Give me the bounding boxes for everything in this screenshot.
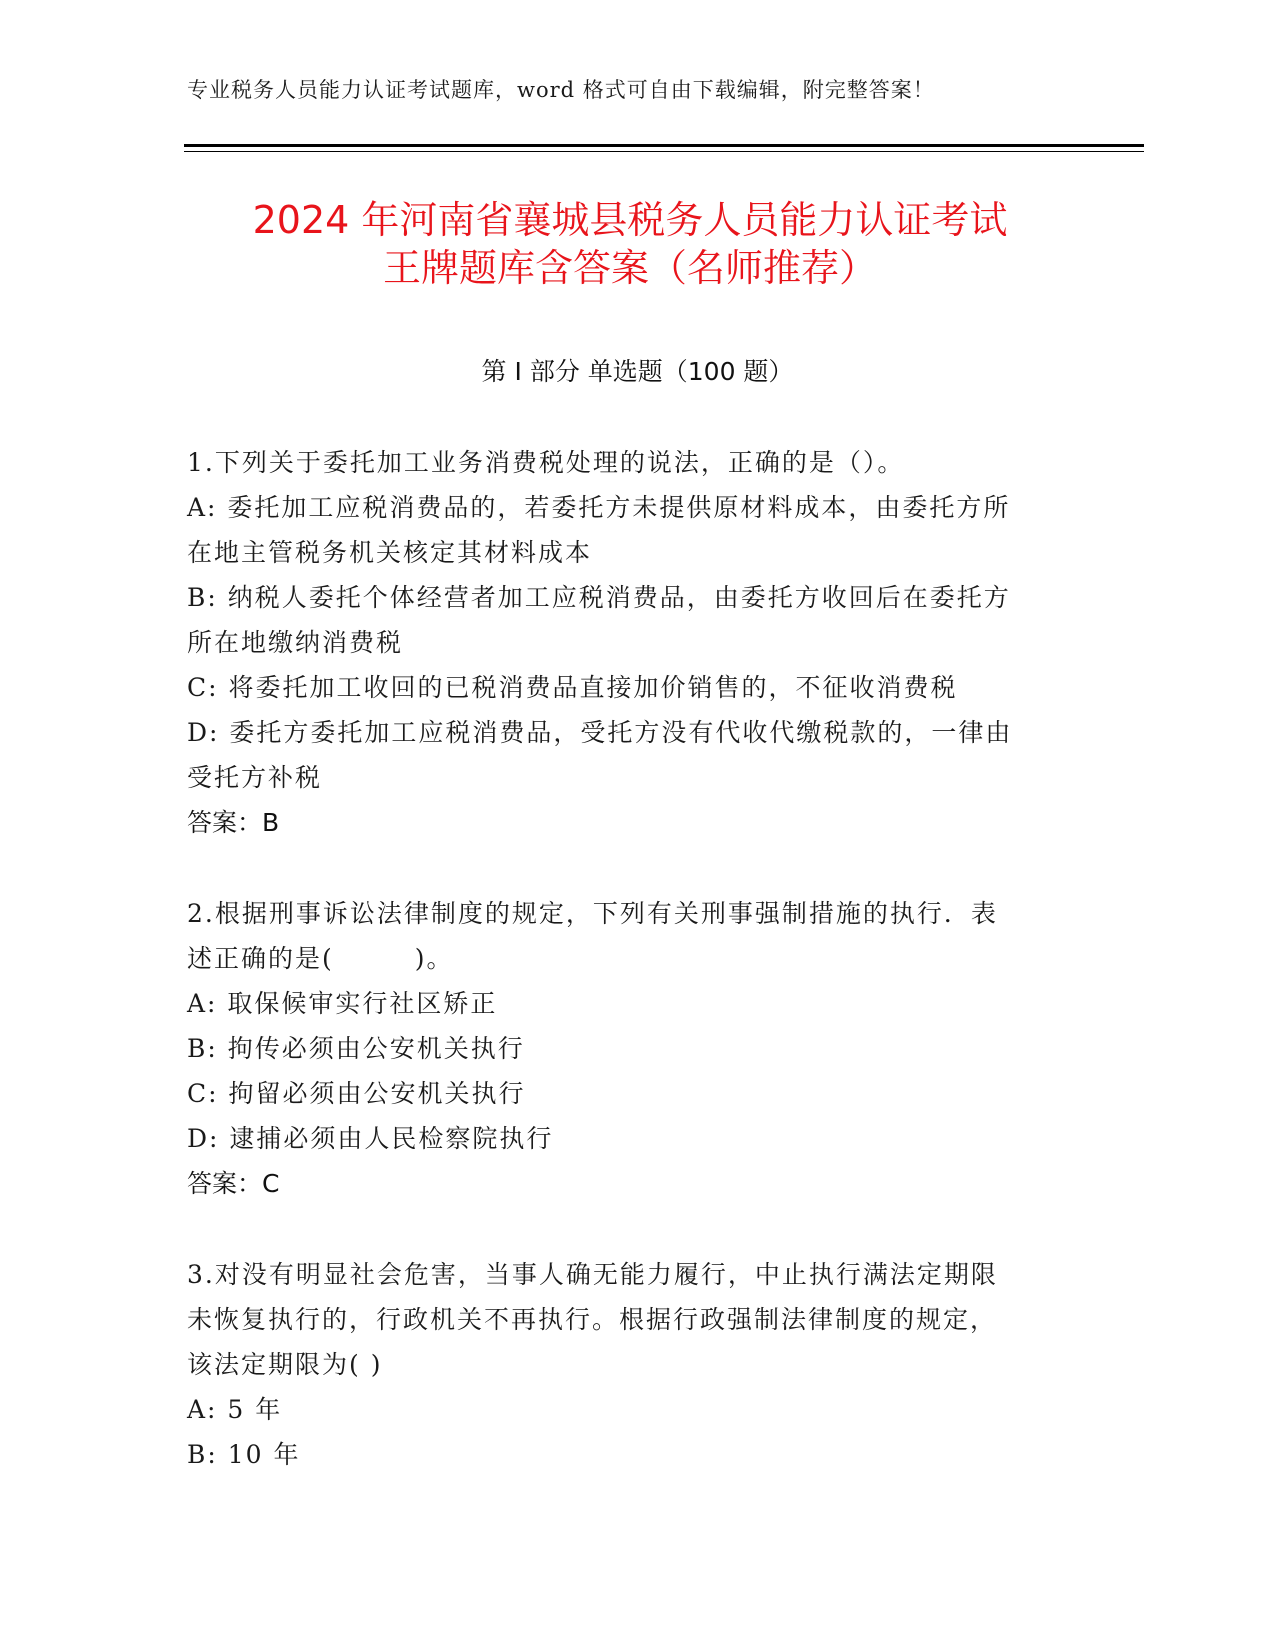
option-a: A: 取保候审实行社区矫正 bbox=[187, 989, 498, 1018]
document-title bbox=[150, 196, 1110, 292]
option-a: A: 5 年 bbox=[187, 1395, 283, 1424]
option-a-cont: 在地主管税务机关核定其材料成本 bbox=[187, 538, 593, 567]
option-b: B: 拘传必须由公安机关执行 bbox=[187, 1034, 525, 1063]
option-c: C: 将委托加工收回的已税消费品直接加价销售的，不征收消费税 bbox=[187, 673, 958, 702]
option-c: C: 拘留必须由公安机关执行 bbox=[187, 1079, 526, 1108]
question-1 bbox=[187, 440, 1067, 845]
header-rule-thick bbox=[184, 144, 1144, 147]
question-stem-cont: 该法定期限为( ) bbox=[187, 1350, 383, 1379]
question-stem-cont: 未恢复执行的，行政机关不再执行。根据行政强制法律制度的规定， bbox=[187, 1305, 998, 1334]
question-2 bbox=[187, 891, 1067, 1206]
question-stem: 3.对没有明显社会危害，当事人确无能力履行，中止执行满法定期限 bbox=[187, 1260, 998, 1289]
title-line-2: 王牌题库含答案（名师推荐） bbox=[382, 246, 877, 290]
question-list bbox=[187, 440, 1067, 1523]
option-b: B: 10 年 bbox=[187, 1440, 301, 1469]
option-b: B: 纳税人委托个体经营者加工应税消费品，由委托方收回后在委托方 bbox=[187, 583, 1011, 612]
section-heading: 第 I 部分 单选题（100 题） bbox=[481, 357, 794, 386]
option-b-cont: 所在地缴纳消费税 bbox=[187, 628, 404, 657]
question-stem: 1.下列关于委托加工业务消费税处理的说法，正确的是（）。 bbox=[187, 448, 905, 477]
question-3 bbox=[187, 1252, 1067, 1477]
option-d-cont: 受托方补税 bbox=[187, 763, 323, 792]
question-stem-cont: 述正确的是( )。 bbox=[187, 944, 454, 973]
option-a: A: 委托加工应税消费品的，若委托方未提供原材料成本，由委托方所 bbox=[187, 493, 1011, 522]
option-d: D: 逮捕必须由人民检察院执行 bbox=[187, 1124, 554, 1153]
answer-label: 答案：C bbox=[187, 1169, 280, 1198]
title-line-1: 2024 年河南省襄城县税务人员能力认证考试 bbox=[252, 198, 1008, 242]
header-note: 专业税务人员能力认证考试题库，word 格式可自由下载编辑，附完整答案！ bbox=[187, 78, 935, 102]
header-rule-thin bbox=[184, 151, 1144, 152]
question-stem: 2.根据刑事诉讼法律制度的规定，下列有关刑事强制措施的执行．表 bbox=[187, 899, 998, 928]
option-d: D: 委托方委托加工应税消费品，受托方没有代收代缴税款的，一律由 bbox=[187, 718, 1013, 747]
answer-label: 答案：B bbox=[187, 808, 280, 837]
